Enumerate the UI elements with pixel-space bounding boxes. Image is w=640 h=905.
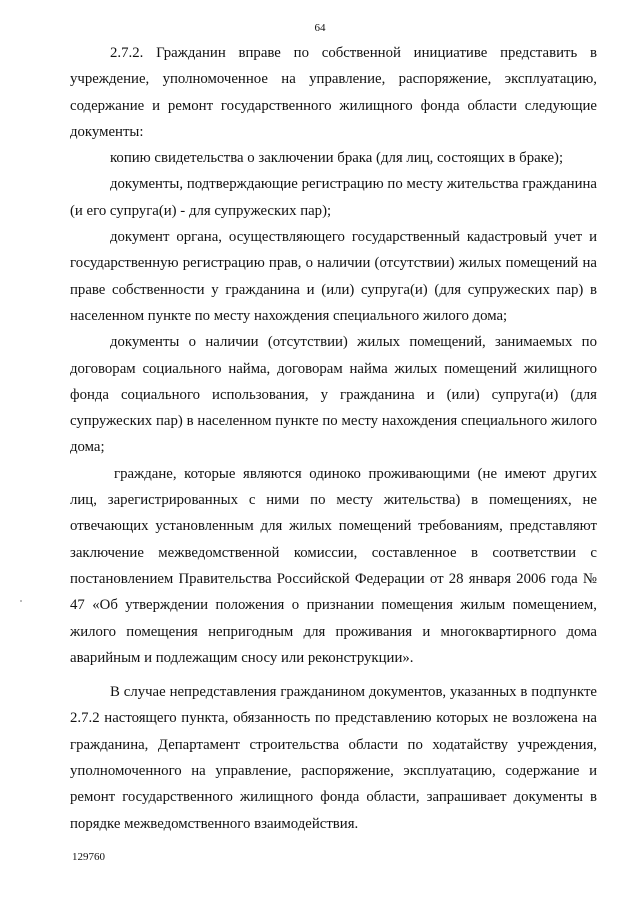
- page-number: 64: [314, 22, 326, 34]
- scan-margin-mark: [20, 600, 22, 602]
- paragraph-registration-documents: документы, подтверждающие регистрацию по месту жительства гражданина (и его супруга(и) - для супружеских пар);: [70, 176, 597, 219]
- paragraph-social-lease-documents: документы о наличии (отсутствии) жилых помещений, занимаемых по договорам социального найма, договорам найма жилых помещений жилищного фонда социального использования, у гражданина и (или) супруга(и) (для супружеских пар) в населенном пункте по месту нахождения специального жилого дома;: [70, 334, 597, 456]
- paragraph-2-7-2: 2.7.2. Гражданин вправе по собственной инициативе представить в учреждение, уполномоченное на управление, распоряжение, эксплуатацию, содержание и ремонт государственного жилищного фонда области следующие документы:: [70, 45, 597, 140]
- document-body: [70, 40, 597, 837]
- document-code: 129760: [72, 851, 105, 863]
- paragraph-marriage-certificate: копию свидетельства о заключении брака (для лиц, состоящих в браке);: [110, 150, 564, 167]
- paragraph-cadastral-document: документ органа, осуществляющего государственный кадастровый учет и государственную регистрацию прав, о наличии (отсутствии) жилых помещений на праве собственности у гражданина и (или) супруга(и) (для супружеских пар) в населенном пункте по месту нахождения специального жилого дома;: [70, 229, 597, 324]
- paragraph-interagency-request: В случае непредставления гражданином документов, указанных в подпункте 2.7.2 настоящего пункта, обязанность по представлению которых не возложена на гражданина, Департамент строительства области по ходатайству учреждения, уполномоченного на управление, распоряжение, эксплуатацию, содержание и ремонт государственного жилищного фонда области, запрашивает документы в порядке межведомственного взаимодействия.: [70, 684, 597, 832]
- paragraph-single-residents: граждане, которые являются одиноко проживающими (не имеют других лиц, зарегистрированных с ними по месту жительства) в помещениях, не отвечающих установленным для жилых помещений требованиям, представляют заключение межведомственной комиссии, составленное в соответствии с постановлением Правительства Российской Федерации от 28 января 2006 года № 47 «Об утверждении положения о признании помещения жилым помещением, жилого помещения непригодным для проживания и многоквартирного дома аварийным и подлежащим сносу или реконструкции».: [70, 465, 597, 666]
